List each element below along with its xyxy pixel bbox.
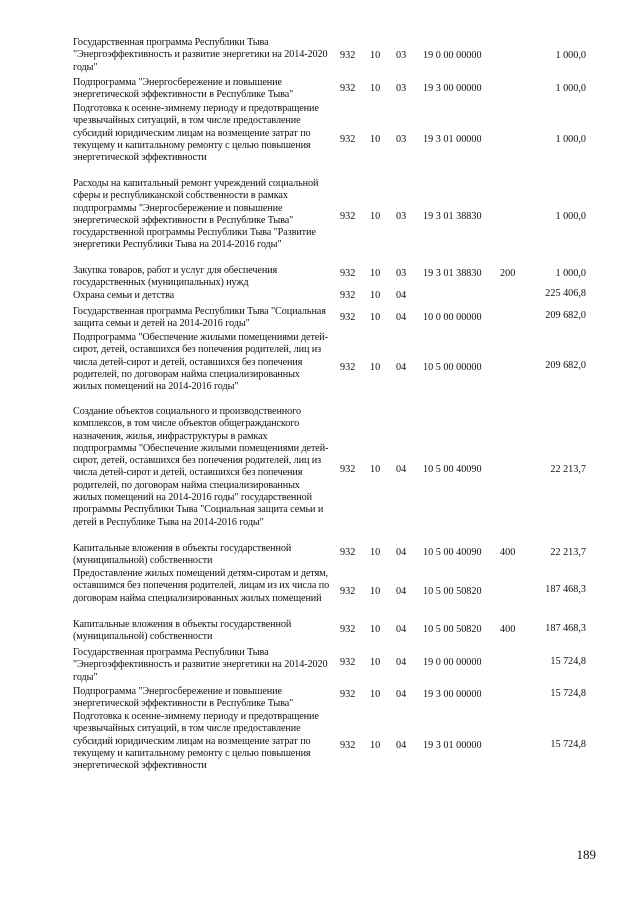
row-expense-type: 200: [500, 268, 516, 279]
row-target-article: 19 0 00 00000: [423, 657, 482, 668]
row-expense-type: 400: [500, 624, 516, 635]
row-subsection-code: 04: [396, 740, 407, 751]
row-section-code: 10: [370, 312, 381, 323]
row-ministry-code: 932: [340, 268, 356, 279]
row-description: Капитальные вложения в объекты государственной (муниципальной) собственности: [73, 543, 292, 567]
row-amount: 15 724,8: [550, 656, 586, 667]
row-amount: 1 000,0: [555, 134, 586, 145]
row-section-code: 10: [370, 362, 381, 373]
row-ministry-code: 932: [340, 586, 356, 597]
row-subsection-code: 04: [396, 586, 407, 597]
row-target-article: 10 5 00 40090: [423, 547, 482, 558]
row-section-code: 10: [370, 657, 381, 668]
row-section-code: 10: [370, 464, 381, 475]
row-target-article: 10 0 00 00000: [423, 312, 482, 323]
row-target-article: 10 5 00 50820: [423, 586, 482, 597]
row-ministry-code: 932: [340, 547, 356, 558]
row-target-article: 10 5 00 40090: [423, 464, 482, 475]
row-ministry-code: 932: [340, 464, 356, 475]
row-subsection-code: 04: [396, 547, 407, 558]
row-ministry-code: 932: [340, 657, 356, 668]
row-target-article: 10 5 00 00000: [423, 362, 482, 373]
row-target-article: 19 3 01 38830: [423, 211, 482, 222]
row-subsection-code: 04: [396, 689, 407, 700]
row-subsection-code: 03: [396, 50, 407, 61]
row-target-article: 10 5 00 50820: [423, 624, 482, 635]
row-amount: 22 213,7: [550, 464, 586, 475]
row-description: Создание объектов социального и производственного комплексов, в том числе объектов общегражданского назначения, жилья, инфраструктуры в рамках подпрограммы "Обеспечение жилыми помещениями детей-сирот, детей, оставшихся без попечения родителей, лиц из числа детей-сирот и детей, оставшихся без попечения родителей, по договорам найма специализированных жилых помещений на 2014-2016 годы" государственной программы Республики Тыва "Социальная защита семьи и детей в Республике Тыва на 2014-2016 годы": [73, 406, 329, 528]
row-section-code: 10: [370, 547, 381, 558]
row-expense-type: 400: [500, 547, 516, 558]
row-subsection-code: 04: [396, 464, 407, 475]
row-ministry-code: 932: [340, 134, 356, 145]
row-subsection-code: 03: [396, 268, 407, 279]
row-description: Подпрограмма "Энергосбережение и повышение энергетической эффективности в Республике Тыва": [73, 77, 294, 101]
row-ministry-code: 932: [340, 624, 356, 635]
row-subsection-code: 04: [396, 657, 407, 668]
row-section-code: 10: [370, 211, 381, 222]
row-amount: 209 682,0: [545, 360, 586, 371]
row-subsection-code: 04: [396, 624, 407, 635]
row-description: Государственная программа Республики Тыва "Социальная защита семьи и детей на 2014-2016 годы": [73, 306, 326, 330]
row-ministry-code: 932: [340, 362, 356, 373]
row-section-code: 10: [370, 586, 381, 597]
row-amount: 1 000,0: [555, 50, 586, 61]
row-section-code: 10: [370, 740, 381, 751]
row-description: Предоставление жилых помещений детям-сиротам и детям, оставшимся без попечения родителей, лицам из их числа по договорам найма специализированных жилых помещений: [73, 568, 330, 604]
row-amount: 209 682,0: [545, 310, 586, 321]
row-target-article: 19 3 00 00000: [423, 83, 482, 94]
row-target-article: 19 3 01 38830: [423, 268, 482, 279]
row-amount: 15 724,8: [550, 688, 586, 699]
row-description: Государственная программа Республики Тыва "Энергоэффективность и развитие энергетики на 2014-2020 годы": [73, 647, 328, 683]
row-section-code: 10: [370, 290, 381, 301]
row-section-code: 10: [370, 689, 381, 700]
row-ministry-code: 932: [340, 83, 356, 94]
row-amount: 15 724,8: [550, 739, 586, 750]
row-target-article: 19 3 01 00000: [423, 740, 482, 751]
row-description: Охрана семьи и детства: [73, 290, 175, 301]
row-ministry-code: 932: [340, 312, 356, 323]
row-amount: 187 468,3: [545, 623, 586, 634]
row-amount: 22 213,7: [550, 547, 586, 558]
page-number: 189: [576, 847, 596, 862]
row-description: Государственная программа Республики Тыва "Энергоэффективность и развитие энергетики на 2014-2020 годы": [73, 37, 328, 73]
row-ministry-code: 932: [340, 290, 356, 301]
row-section-code: 10: [370, 624, 381, 635]
row-section-code: 10: [370, 83, 381, 94]
row-description: Подготовка к осенне-зимнему периоду и предотвращение чрезвычайных ситуаций, в том числе предоставление субсидий юридическим лицам на возмещение затрат по текущему и капитальному ремонту с целью повышения энергетической эффективности: [73, 711, 319, 772]
row-description: Закупка товаров, работ и услуг для обеспечения государственных (муниципальных) нужд: [73, 265, 278, 289]
row-amount: 187 468,3: [545, 584, 586, 595]
row-ministry-code: 932: [340, 689, 356, 700]
row-subsection-code: 03: [396, 83, 407, 94]
row-description: Расходы на капитальный ремонт учреждений социальной сферы и республиканской собственности в рамках подпрограммы "Энергосбережение и повышение энергетической эффективности в Республике Тыва" государственной программы Республики Тыва "Развитие энергетики Республики Тыва на 2014-2016 годы": [73, 178, 319, 251]
row-description: Подпрограмма "Энергосбережение и повышение энергетической эффективности в Республике Тыва": [73, 686, 294, 710]
row-target-article: 19 0 00 00000: [423, 50, 482, 61]
row-section-code: 10: [370, 134, 381, 145]
row-description: Подпрограмма "Обеспечение жилыми помещениями детей-сирот, детей, оставшихся без попечения родителей, лиц из числа детей-сирот и детей, оставшихся без попечения родителей, по договорам найма специализированных жилых помещений на 2014-2016 годы": [73, 332, 328, 393]
row-target-article: 19 3 01 00000: [423, 134, 482, 145]
row-description: Подготовка к осенне-зимнему периоду и предотвращение чрезвычайных ситуаций, в том числе предоставление субсидий юридическим лицам на возмещение затрат по текущему и капитальному ремонту с целью повышения энергетической эффективности: [73, 103, 319, 164]
row-amount: 1 000,0: [555, 211, 586, 222]
row-section-code: 10: [370, 268, 381, 279]
row-section-code: 10: [370, 50, 381, 61]
row-amount: 1 000,0: [555, 268, 586, 279]
row-subsection-code: 04: [396, 312, 407, 323]
row-description: Капитальные вложения в объекты государственной (муниципальной) собственности: [73, 619, 292, 643]
row-subsection-code: 04: [396, 362, 407, 373]
row-ministry-code: 932: [340, 740, 356, 751]
row-amount: 225 406,8: [545, 288, 586, 299]
row-subsection-code: 04: [396, 290, 407, 301]
row-subsection-code: 03: [396, 134, 407, 145]
row-ministry-code: 932: [340, 211, 356, 222]
row-target-article: 19 3 00 00000: [423, 689, 482, 700]
row-ministry-code: 932: [340, 50, 356, 61]
row-subsection-code: 03: [396, 211, 407, 222]
row-amount: 1 000,0: [555, 83, 586, 94]
